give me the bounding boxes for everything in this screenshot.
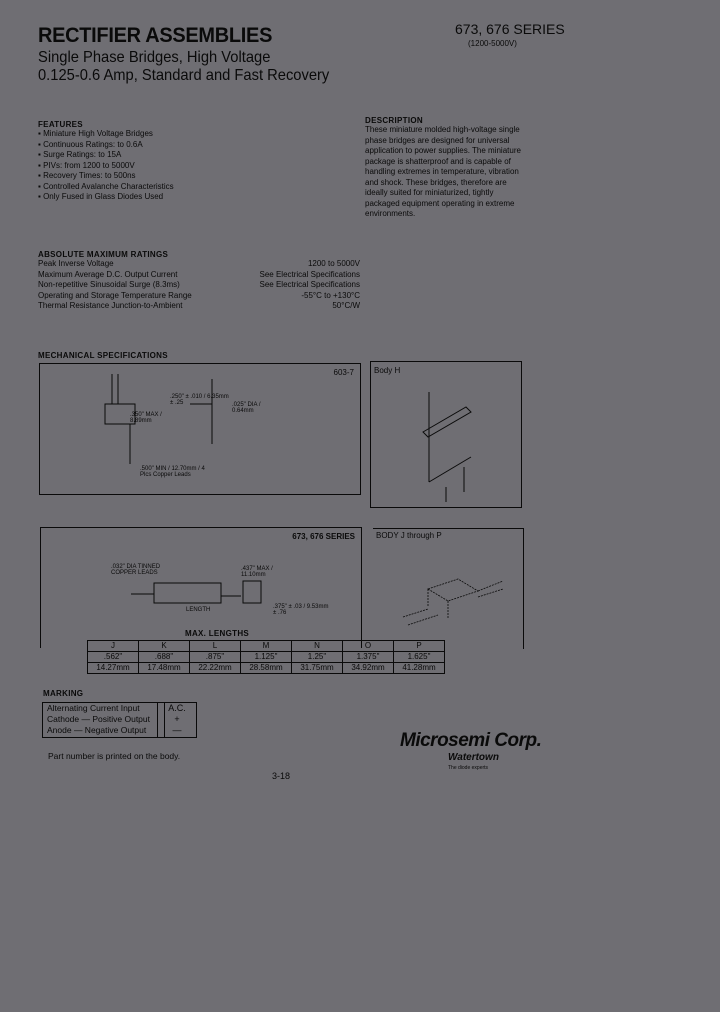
feature-item: ▪ Controlled Avalanche Characteristics: [38, 182, 174, 193]
table-header-row: [88, 641, 445, 652]
table-cell: 28.58mm: [241, 663, 292, 674]
table-cell: 1.125": [241, 652, 292, 663]
column-header: J: [88, 641, 139, 652]
rating-value: See Electrical Specifications: [259, 280, 360, 289]
marking-heading: MARKING: [43, 689, 84, 698]
features-list: [38, 129, 174, 203]
page-number: 3-18: [272, 771, 291, 781]
ratings-table: [38, 259, 360, 312]
table-row: [88, 652, 445, 663]
rating-row: [38, 270, 360, 281]
company-logo: Microsemi Corp.: [400, 730, 542, 751]
panel-603-7: [39, 363, 361, 495]
feature-item: ▪ Miniature High Voltage Bridges: [38, 129, 174, 140]
feature-item: ▪ Recovery Times: to 500ns: [38, 171, 174, 182]
marking-symbol: A.C.: [168, 703, 186, 713]
dim-label: .437" MAX / 11.10mm: [241, 566, 273, 578]
marking-note: Part number is printed on the body.: [48, 751, 181, 761]
series-range: (1200-5000V): [468, 39, 517, 48]
table-cell: 1.375": [343, 652, 394, 663]
max-lengths-heading: MAX. LENGTHS: [185, 629, 250, 638]
marking-label: Anode — Negative Output: [47, 725, 147, 735]
column-header: M: [241, 641, 292, 652]
marking-symbol: —: [172, 725, 182, 735]
dim-label: .250" ± .010 / 6.35mm ± .25: [170, 394, 229, 406]
dim-label: .032" DIA TINNED COPPER LEADS: [111, 564, 161, 576]
panel-body-h: [370, 361, 522, 508]
page-title: RECTIFIER ASSEMBLIES: [38, 24, 273, 47]
rating-label: Maximum Average D.C. Output Current: [38, 269, 178, 279]
rating-value: See Electrical Specifications: [259, 269, 360, 279]
description-heading: DESCRIPTION: [365, 116, 423, 125]
logo-location: Watertown: [448, 752, 499, 763]
table-row: [88, 663, 445, 674]
rating-label: Operating and Storage Temperature Range: [38, 290, 192, 300]
series-label: 673, 676 SERIES: [455, 21, 565, 37]
rating-row: [38, 301, 360, 312]
table-cell: 14.27mm: [88, 663, 139, 674]
dim-label: .350" MAX / 8.89mm: [130, 412, 162, 424]
dim-label: LENGTH: [186, 607, 211, 613]
subtitle-1: Single Phase Bridges, High Voltage: [38, 49, 271, 66]
panel-label: Body H: [374, 366, 401, 375]
dim-label: .500" MIN / 12.70mm / 4 Plcs Copper Leads: [140, 466, 205, 478]
table-cell: .562": [88, 652, 139, 663]
ratings-heading: ABSOLUTE MAXIMUM RATINGS: [38, 250, 169, 259]
marking-symbol: +: [174, 714, 180, 724]
rating-label: Non-repetitive Sinusoidal Surge (8.3ms): [38, 280, 180, 289]
marking-labels: [42, 702, 165, 738]
dim-label: .025" DIA / 0.64mm: [232, 402, 261, 414]
table-cell: 34.92mm: [343, 663, 394, 674]
feature-item: ▪ PIVs: from 1200 to 5000V: [38, 161, 174, 172]
table-cell: 41.28mm: [394, 663, 445, 674]
panel-label: 603-7: [333, 368, 354, 377]
mechanical-heading: MECHANICAL SPECIFICATIONS: [38, 351, 168, 360]
rating-value: -55°C to +130°C: [301, 290, 360, 300]
panel-body-j-p: [373, 528, 524, 649]
rating-value: 50°C/W: [332, 301, 360, 310]
table-cell: 1.25": [292, 652, 343, 663]
table-cell: 31.75mm: [292, 663, 343, 674]
marking-label: Alternating Current Input: [47, 703, 140, 713]
marking-symbols: [157, 702, 197, 738]
column-header: L: [190, 641, 241, 652]
column-header: K: [139, 641, 190, 652]
column-header: P: [394, 641, 445, 652]
panel-label: BODY J through P: [376, 531, 442, 540]
body-h-drawing: [371, 362, 521, 507]
feature-item: ▪ Continuous Ratings: to 0.6A: [38, 140, 174, 151]
column-header: O: [343, 641, 394, 652]
feature-item: ▪ Only Fused in Glass Diodes Used: [38, 192, 174, 203]
panel-label: 673, 676 SERIES: [292, 532, 355, 541]
logo-tagline: The diode experts: [448, 765, 489, 771]
table-cell: .688": [139, 652, 190, 663]
marking-label: Cathode — Positive Output: [47, 714, 151, 724]
body-j-p-drawing: [373, 529, 523, 649]
table-cell: 22.22mm: [190, 663, 241, 674]
rating-row: [38, 291, 360, 302]
rating-label: Thermal Resistance Junction-to-Ambient: [38, 301, 183, 310]
column-header: N: [292, 641, 343, 652]
rating-row: [38, 280, 360, 291]
rating-value: 1200 to 5000V: [307, 259, 360, 268]
dim-label: .375" ± .03 / 9.53mm ± .76: [273, 604, 329, 616]
table-cell: .875": [190, 652, 241, 663]
rating-label: Peak Inverse Voltage: [38, 259, 114, 268]
description-text: These miniature molded high-voltage single phase bridges are designed for universal application to power supplies. The miniature package is shatterproof and is capable of handling extremes in temperature, vibration and shock. These bridges, therefore are ideally suited for miniaturized, tightly packaged equipment operating in extreme environments.: [365, 125, 521, 218]
rating-row: [38, 259, 360, 270]
max-lengths-table: [87, 640, 445, 674]
table-cell: 17.48mm: [139, 663, 190, 674]
features-heading: FEATURES: [38, 120, 83, 129]
subtitle-2: 0.125-0.6 Amp, Standard and Fast Recovery: [38, 67, 330, 84]
table-cell: 1.625": [394, 652, 445, 663]
feature-item: ▪ Surge Ratings: to 15A: [38, 150, 174, 161]
